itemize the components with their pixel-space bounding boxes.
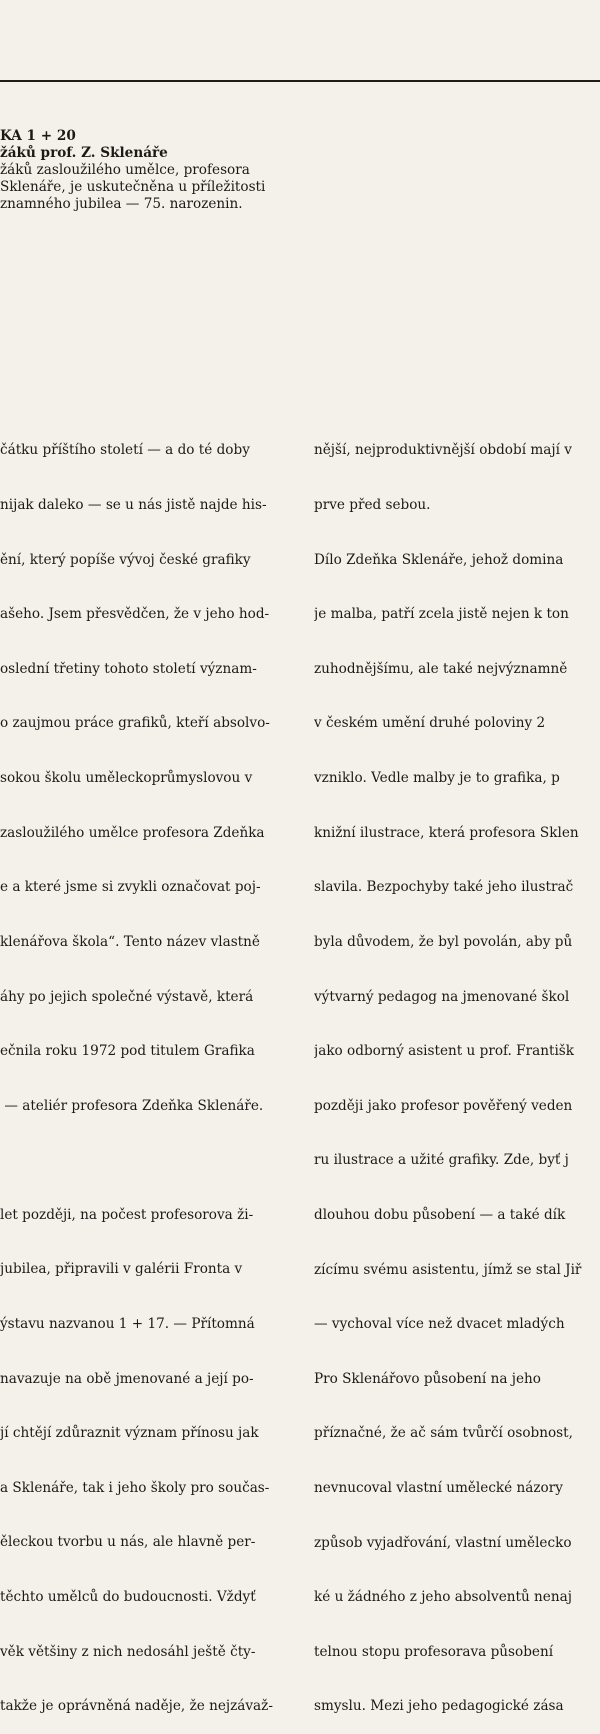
- text-line: v českém umění druhé poloviny 2: [314, 715, 546, 732]
- text-line: ru ilustrace a užité grafiky. Zde, byť j: [314, 1152, 569, 1169]
- intro-line: žáků zasloužilého umělce, profesora: [0, 162, 250, 178]
- text-line: je malba, patří zcela jistě nejen k ton: [314, 606, 569, 623]
- text-line: čátku příštího století — a do té doby: [0, 442, 250, 459]
- text-line: věk většiny z nich nedosáhl ještě čty-: [0, 1643, 256, 1660]
- text-line: — vychoval více než dvacet mladých: [314, 1316, 565, 1333]
- text-line: navazuje na obě jmenované a její po-: [0, 1370, 254, 1387]
- text-line: knižní ilustrace, která profesora Sklen: [314, 824, 579, 841]
- text-line: takže je oprávněná naděje, že nejzávaž-: [0, 1698, 273, 1715]
- text-line: klenářova škola“. Tento název vlastně: [0, 933, 260, 950]
- paragraph-gap: [0, 1151, 300, 1169]
- text-line: ečnila roku 1972 pod titulem Grafika: [0, 1043, 255, 1060]
- article-header: [0, 128, 600, 213]
- text-line: ění, který popíše vývoj české grafiky: [0, 551, 251, 568]
- text-line: jako odborný asistent u prof. Františk: [314, 1043, 575, 1060]
- text-line: nevnucoval vlastní umělecké názory: [314, 1479, 563, 1496]
- text-line: ašeho. Jsem přesvědčen, že v jeho hod-: [0, 606, 270, 623]
- text-line: dlouhou dobu působení — a také dík: [314, 1206, 566, 1223]
- text-line: ýstavu nazvanou 1 + 17. — Přítomná: [0, 1315, 255, 1332]
- text-line: výtvarný pedagog na jmenované škol: [314, 988, 570, 1005]
- text-line: telnou stopu profesorava působení: [314, 1643, 554, 1660]
- text-line: později jako profesor pověřený veden: [314, 1097, 573, 1114]
- text-line: o zaujmou práce grafiků, kteří absolvo-: [0, 715, 270, 732]
- text-line: let později, na počest profesorova ži-: [0, 1206, 254, 1223]
- text-line: slavila. Bezpochyby také jeho ilustrač: [314, 879, 574, 896]
- text-line: jubilea, připravili v galérii Fronta v: [0, 1261, 243, 1278]
- text-line: jí chtějí zdůraznit význam přínosu jak: [0, 1425, 259, 1442]
- text-line: prve před sebou.: [314, 497, 431, 514]
- right-column: [314, 405, 600, 1734]
- text-line: vzniklo. Vedle malby je to grafika, p: [314, 770, 560, 787]
- text-line: těchto umělců do budoucnosti. Vždyť: [0, 1589, 256, 1605]
- text-line: ěleckou tvorbu u nás, ale hlavně per-: [0, 1534, 256, 1551]
- text-line: zuhodnějšímu, ale také nejvýznamně: [314, 660, 568, 677]
- intro-line: Sklenáře, je uskutečněna u příležitosti: [0, 179, 266, 195]
- text-line: Dílo Zdeňka Sklenáře, jehož domina: [314, 551, 564, 568]
- text-line: nější, nejproduktivnější období mají v: [314, 442, 572, 459]
- article-subtitle: žáků prof. Z. Sklenáře: [0, 145, 168, 161]
- text-line: Pro Sklenářovo působení na jeho: [314, 1370, 546, 1387]
- left-column: [0, 405, 300, 1734]
- intro-line: znamného jubilea — 75. narozenin.: [0, 196, 243, 212]
- article-title: KA 1 + 20: [0, 128, 76, 144]
- text-line: — ateliér profesora Zdeňka Sklenáře.: [0, 1097, 264, 1114]
- text-line: oslední třetiny tohoto století význam-: [0, 660, 257, 677]
- text-line: příznačné, že ač sám tvůrčí osobnost,: [314, 1425, 573, 1442]
- text-line: zasloužilého umělce profesora Zdeňka: [0, 824, 265, 841]
- text-line: a Sklenáře, tak i jeho školy pro součas-: [0, 1479, 270, 1496]
- text-line: áhy po jejich společné výstavě, která: [0, 988, 254, 1005]
- text-line: ké u žádného z jeho absolventů nenaj: [314, 1589, 572, 1606]
- text-line: nijak daleko — se u nás jistě najde his-: [0, 497, 267, 514]
- text-line: zícímu svému asistentu, jímž se stal Jiř: [314, 1261, 582, 1278]
- text-line: sokou školu uměleckoprůmyslovou v: [0, 770, 253, 787]
- top-rule: [0, 80, 600, 82]
- text-line: způsob vyjadřování, vlastní umělecko: [314, 1534, 572, 1551]
- text-line: smyslu. Mezi jeho pedagogické zása: [314, 1698, 564, 1715]
- text-line: byla důvodem, že byl povolán, aby pů: [314, 933, 573, 950]
- text-line: e a které jsme si zvykli označovat poj-: [0, 879, 261, 896]
